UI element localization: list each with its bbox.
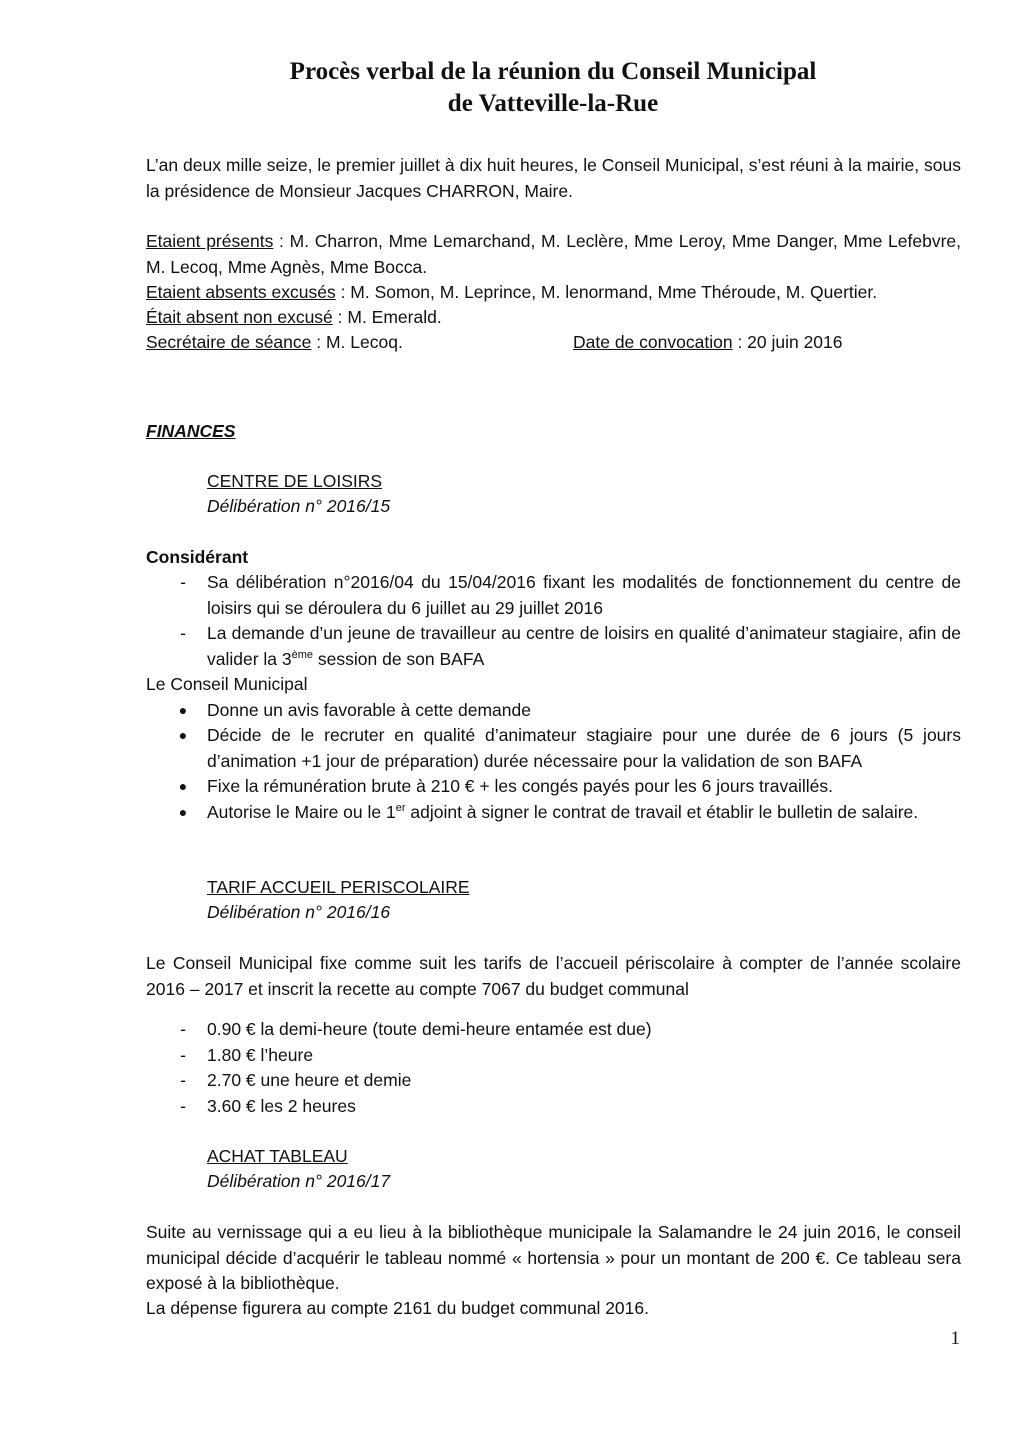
item1-deliberation: Délibération n° 2016/15: [207, 496, 391, 516]
list-item: [146, 1068, 961, 1094]
attendance-absent-excused: [146, 280, 961, 306]
superscript: ème: [291, 648, 314, 661]
item2-deliberation: Délibération n° 2016/16: [207, 902, 391, 922]
decision-item-1: Donne un avis favorable à cette demande: [207, 700, 531, 720]
item3-deliberation: Délibération n° 2016/17: [207, 1171, 391, 1191]
document-title-line-2: de Vatteville-la-Rue: [447, 90, 659, 117]
attendance-present: [146, 229, 961, 280]
item3-expense-line: La dépense figurera au compte 2161 du budget communal 2016.: [146, 1298, 649, 1318]
present-label: Etaient présents: [146, 231, 274, 251]
present-value: : M. Charron, Mme Lemarchand, M. Leclère, Mme Leroy, Mme Danger, Mme Lefebvre, M. Lecoq, Mme Agnès, Mme Bocca.: [146, 231, 961, 277]
convocation: [573, 330, 843, 356]
list-item: [146, 570, 961, 621]
absent-unexcused-value: : M. Emerald.: [332, 307, 442, 327]
considerant-heading: Considérant: [146, 547, 249, 567]
considerant-item-2-text: La demande d’un jeune de travailleur au centre de loisirs en qualité d’animateur stagiaire, afin de valider la 3: [207, 623, 961, 669]
bullet-marker: ●: [178, 702, 188, 718]
considerant-item-1: Sa délibération n°2016/04 du 15/04/2016 fixant les modalités de fonctionnement du centre de loisirs qui se déroulera du 6 juillet au 29 juillet 2016: [207, 572, 961, 618]
secretary-and-convocation: [146, 330, 961, 356]
list-item: [146, 621, 961, 672]
superscript: er: [395, 802, 406, 815]
list-item: [146, 800, 961, 826]
dash-marker: -: [180, 623, 186, 643]
intro-paragraph: L’an deux mille seize, le premier juillet à dix huit heures, le Conseil Municipal, s’est réuni à la mairie, sous la présidence de Monsieur Jacques CHARRON, Maire.: [146, 155, 961, 201]
list-item: [146, 1094, 961, 1120]
dash-marker: -: [180, 572, 186, 592]
list-item: [146, 698, 961, 724]
considerant-item-2: [207, 621, 961, 672]
item3-paragraph: Suite au vernissage qui a eu lieu à la bibliothèque municipale la Salamandre le 24 juin 2016, le conseil municipal décide d’acquérir le tableau nommé « hortensia » pour un montant de 200 €. Ce tableau sera exposé à la bibliothèque.: [146, 1222, 961, 1293]
dash-marker: -: [180, 1019, 186, 1039]
section-title-finances: FINANCES: [146, 421, 236, 441]
dash-marker: -: [180, 1096, 186, 1116]
considerant-item-2-text-end: session de son BAFA: [313, 648, 485, 669]
rate-item: 1.80 € l’heure: [207, 1045, 314, 1065]
list-item: [146, 774, 961, 800]
absent-excused-value: : M. Somon, M. Leprince, M. lenormand, Mme Théroude, M. Quertier.: [335, 282, 878, 302]
item3-heading: ACHAT TABLEAU: [207, 1146, 348, 1166]
secretary-label: Secrétaire de séance: [146, 332, 312, 352]
rate-item: 3.60 € les 2 heures: [207, 1096, 356, 1116]
secretary: [146, 332, 403, 352]
item2-paragraph: Le Conseil Municipal fixe comme suit les tarifs de l’accueil périscolaire à compter de l’année scolaire 2016 – 2017 et inscrit la recette au compte 7067 du budget communal: [146, 953, 961, 999]
absent-excused-label: Etaient absents excusés: [146, 282, 336, 302]
rate-item: 0.90 € la demi-heure (toute demi-heure entamée est due): [207, 1019, 652, 1039]
rate-item: 2.70 € une heure et demie: [207, 1070, 412, 1090]
list-item: [146, 1017, 961, 1043]
list-item: [146, 723, 961, 774]
decision-item-3: Fixe la rémunération brute à 210 € + les congés payés pour les 6 jours travaillés.: [207, 776, 833, 796]
secretary-value: : M. Lecoq.: [311, 332, 403, 352]
convocation-value: : 20 juin 2016: [732, 332, 843, 352]
attendance-absent-unexcused: [146, 305, 961, 331]
bullet-marker: ●: [178, 778, 188, 794]
page-number: 1: [950, 1328, 960, 1349]
council-label: Le Conseil Municipal: [146, 674, 308, 694]
convocation-label: Date de convocation: [573, 332, 733, 352]
dash-marker: -: [180, 1045, 186, 1065]
bullet-marker: ●: [178, 804, 188, 820]
item1-heading: CENTRE DE LOISIRS: [207, 471, 383, 491]
decision-item-4: [207, 800, 961, 826]
list-item: [146, 1043, 961, 1069]
item2-heading: TARIF ACCUEIL PERISCOLAIRE: [207, 877, 470, 897]
document-title-line-1: Procès verbal de la réunion du Conseil Municipal: [289, 58, 817, 85]
bullet-marker: ●: [178, 727, 188, 743]
decision-item-4-text: Autorise le Maire ou le 1: [207, 802, 396, 822]
absent-unexcused-label: Était absent non excusé: [146, 307, 333, 327]
decision-item-4-text-end: adjoint à signer le contrat de travail et établir le bulletin de salaire.: [405, 802, 919, 822]
dash-marker: -: [180, 1070, 186, 1090]
decision-item-2: Décide de le recruter en qualité d’animateur stagiaire pour une durée de 6 jours (5 jours d’animation +1 jour de préparation) durée nécessaire pour la validation de son BAFA: [207, 725, 961, 771]
